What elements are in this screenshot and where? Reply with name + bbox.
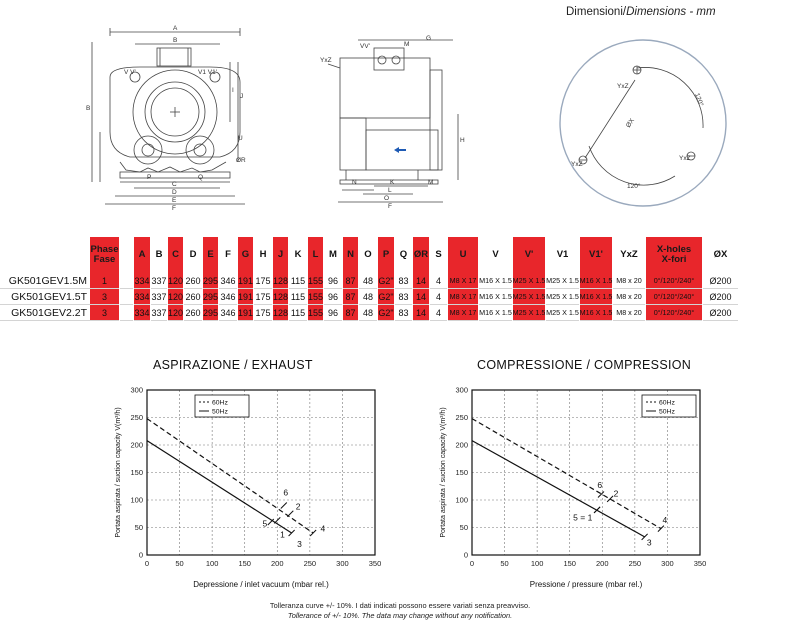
column-header: B [155,249,163,260]
svg-text:O: O [384,195,390,202]
column-header: S [435,249,442,260]
svg-text:G: G [426,35,432,42]
table-cell: 115 [289,305,307,321]
table-cell: 128 [273,289,288,305]
column-header: J [273,237,288,273]
x-axis-label: Pressione / pressure (mbar rel.) [529,580,643,589]
table-cell: M25 X 1.5 [546,289,579,305]
x-tick-label: 300 [336,559,349,568]
table-cell: 191 [238,273,253,289]
table-cell: M25 X 1.5 [546,305,579,321]
table-cell: G2" [378,305,394,321]
table-cell: 337 [151,305,167,321]
y-tick-label: 50 [459,523,468,532]
legend-entry: 60Hz [212,399,228,407]
svg-text:P: P [147,174,152,181]
point-label: 4 [662,515,668,526]
model-name: GK501GEV1.5T [0,289,90,305]
column-header: Q [399,249,408,260]
table-cell: 14 [413,273,429,289]
table-cell: 337 [151,273,167,289]
flange-drawing [555,28,735,218]
table-cell: 83 [395,305,412,321]
table-cell: 334 [134,273,150,289]
table-cell: M8 X 17 [448,289,478,305]
table-cell: 155 [308,289,323,305]
operating-point-mark [658,526,664,532]
column-header: V1 [556,249,569,260]
column-header: V' [513,237,545,273]
table-cell: 175 [254,305,272,321]
y-axis-label: Portata aspirata / suction capacity V(m³/h) [440,407,447,538]
svg-text:N: N [352,179,357,186]
y-tick-label: 300 [455,385,468,395]
column-header: L [308,237,323,273]
x-tick-label: 150 [238,559,251,568]
svg-text:K: K [390,179,395,186]
y-axis-label: Portata aspirata / suction capacity V(m³/h) [115,407,122,538]
table-cell: 260 [184,273,202,289]
table-cell: 295 [203,289,218,305]
table-cell: 260 [184,305,202,321]
column-header: N [343,237,358,273]
legend-entry: 50Hz [212,408,228,416]
spec-table [0,237,800,325]
operating-point-mark [289,530,295,536]
table-cell: M8 X 17 [448,273,478,289]
svg-text:Q: Q [198,174,204,181]
svg-text:ØX: ØX [624,117,637,130]
series-line-60hz [472,419,661,529]
column-header: V [492,249,499,260]
svg-text:C: C [172,181,177,188]
svg-text:B: B [173,37,178,44]
column-header: X-holes X-fori [646,237,702,273]
table-cell: 128 [273,305,288,321]
column-header: K [294,249,302,260]
svg-text:M: M [404,41,410,48]
table-cell: 346 [219,305,237,321]
table-cell: Ø200 [703,289,738,305]
point-label: 3 [646,537,652,548]
x-tick-label: 250 [628,559,642,568]
column-header [120,237,133,273]
column-header: D [189,249,197,260]
svg-text:I: I [232,87,234,94]
table-cell: 115 [289,273,307,289]
table-cell: 175 [254,289,272,305]
table-cell: 260 [184,289,202,305]
table-cell: M8 x 20 [613,305,645,321]
table-cell: G2" [378,273,394,289]
column-header: ØX [713,249,728,260]
point-label: 1 [280,529,285,540]
table-cell: 1 [90,273,119,289]
table-cell: 295 [203,273,218,289]
table-cell: M25 X 1.5 [513,305,545,321]
svg-text:E: E [172,197,177,204]
y-tick-label: 150 [455,468,468,477]
table-cell: 191 [238,289,253,305]
y-tick-label: 0 [138,550,143,560]
table-cell: M25 X 1.5 [513,289,545,305]
point-label: 2 [613,488,619,499]
table-cell [120,289,133,305]
x-tick-label: 0 [144,559,150,568]
point-label: 4 [320,523,326,534]
svg-text:H: H [460,137,465,144]
table-cell: 120 [168,289,183,305]
operating-point-mark [310,530,316,536]
column-header: C [168,237,183,273]
table-cell: 120 [168,273,183,289]
table-cell: 87 [343,289,358,305]
table-cell: Ø200 [703,305,738,321]
x-tick-label: 200 [596,559,609,568]
y-tick-label: 200 [455,440,468,450]
compression-chart [410,375,730,600]
table-cell: 337 [151,289,167,305]
svg-text:YxZ: YxZ [571,161,583,168]
y-tick-label: 300 [130,385,143,395]
column-header: A [134,237,150,273]
table-cell: M25 X 1.5 [513,273,545,289]
x-tick-label: 200 [271,559,284,568]
svg-text:L: L [388,187,392,194]
exhaust-chart-title: ASPIRAZIONE / EXHAUST [153,358,313,372]
svg-text:U: U [238,135,243,142]
svg-text:YxZ: YxZ [617,83,629,90]
table-cell: 83 [395,273,412,289]
compression-chart-title: COMPRESSIONE / COMPRESSION [477,358,692,372]
x-tick-label: 350 [368,559,382,568]
table-cell: 87 [343,305,358,321]
column-header: ØR [413,237,429,273]
y-tick-label: 50 [134,523,143,532]
y-tick-label: 250 [130,413,143,422]
x-tick-label: 250 [303,559,317,568]
svg-text:B: B [86,105,91,112]
x-tick-label: 0 [469,559,475,568]
table-cell: M8 X 17 [448,305,478,321]
x-axis-label: Depressione / inlet vacuum (mbar rel.) [193,580,329,589]
table-cell: 334 [134,289,150,305]
table-cell: 115 [289,289,307,305]
column-header: U [448,237,478,273]
svg-text:J: J [240,93,244,100]
point-label: 5 [262,518,268,529]
column-header: F [225,249,231,260]
svg-text:M: M [428,179,434,186]
x-tick-label: 50 [175,559,184,568]
table-cell: 191 [238,305,253,321]
y-tick-label: 200 [130,440,143,450]
column-header: YxZ [620,249,638,260]
table-cell: 295 [203,305,218,321]
table-cell: 3 [90,305,119,321]
y-tick-label: 250 [455,413,468,422]
table-cell: 96 [324,305,342,321]
operating-point-mark [607,496,613,502]
model-name: GK501GEV1.5M [0,273,90,289]
legend-entry: 60Hz [659,399,675,407]
x-tick-label: 100 [530,559,544,568]
table-cell: M16 X 1.5 [580,273,612,289]
dimensions-title: Dimensioni/Dimensions - mm [566,6,716,18]
table-cell: 0°/120°/240° [646,273,702,289]
series-line-50hz [472,441,645,537]
footnote-english: Tollerance of +/- 10%. The data may change without any notification. [287,611,513,620]
legend-entry: 50Hz [659,408,675,416]
table-cell: 0°/120°/240° [646,289,702,305]
table-cell: M16 X 1.5 [580,289,612,305]
table-cell: 4 [430,289,447,305]
svg-text:YxZ: YxZ [320,57,332,64]
table-cell: 48 [359,289,377,305]
front-view-drawing [80,22,250,212]
table-cell: G2" [378,289,394,305]
table-cell: 96 [324,273,342,289]
point-label: 5 = 1 [573,512,593,523]
table-cell: 48 [359,273,377,289]
table-cell: 346 [219,289,237,305]
table-cell: 3 [90,289,119,305]
column-header: E [203,237,218,273]
table-cell: 4 [430,305,447,321]
column-header: Phase Fase [90,237,119,273]
column-header: V1' [580,237,612,273]
x-tick-label: 350 [693,559,707,568]
table-cell: M16 X 1.5 [479,305,512,321]
svg-text:ØR: ØR [236,157,246,164]
x-tick-label: 50 [500,559,509,568]
svg-text:A: A [173,25,178,32]
table-cell: 48 [359,305,377,321]
point-label: 3 [297,538,302,549]
table-cell: 334 [134,305,150,321]
x-tick-label: 300 [661,559,674,568]
exhaust-chart [85,375,405,600]
side-view-drawing [318,34,468,209]
operating-point-mark [287,511,293,517]
svg-text:120°: 120° [693,92,705,108]
table-cell [120,273,133,289]
point-label: 6 [283,487,289,498]
table-cell: 96 [324,289,342,305]
table-cell [120,305,133,321]
svg-text:D: D [172,189,177,196]
y-tick-label: 150 [130,468,143,477]
operating-point-mark [281,503,287,509]
table-cell: 155 [308,273,323,289]
table-cell: 175 [254,273,272,289]
column-header: P [378,237,394,273]
svg-text:120°: 120° [627,183,641,190]
point-label: 2 [295,501,301,512]
model-name: GK501GEV2.2T [0,305,90,321]
table-cell: 120 [168,305,183,321]
table-cell: 14 [413,305,429,321]
svg-text:V V': V V' [124,69,136,76]
y-tick-label: 0 [463,550,468,560]
table-cell: 155 [308,305,323,321]
x-tick-label: 150 [563,559,576,568]
table-cell: 83 [395,289,412,305]
table-cell: 4 [430,273,447,289]
svg-text:F: F [172,205,176,212]
table-cell: M25 X 1.5 [546,273,579,289]
column-header: H [259,249,267,260]
table-cell: 87 [343,273,358,289]
column-header: G [238,237,253,273]
series-line-50hz [147,441,292,533]
y-tick-label: 100 [455,495,468,505]
svg-text:V1 V1': V1 V1' [198,69,217,76]
table-cell: M8 x 20 [613,273,645,289]
table-cell: 128 [273,273,288,289]
column-header: M [329,249,337,260]
table-cell: 346 [219,273,237,289]
table-cell: M16 X 1.5 [580,305,612,321]
table-cell: M16 X 1.5 [479,273,512,289]
footnote-italian: Tolleranza curve +/- 10%. I dati indicati possono essere variati senza preavviso. [269,601,531,610]
point-label: 6 [597,479,603,490]
y-tick-label: 100 [130,495,143,505]
table-cell: M16 X 1.5 [479,289,512,305]
table-cell: Ø200 [703,273,738,289]
column-header: O [364,249,372,260]
table-cell: M8 x 20 [613,289,645,305]
svg-text:VV': VV' [360,43,370,50]
table-cell: 14 [413,289,429,305]
svg-text:F: F [388,203,392,209]
x-tick-label: 100 [205,559,219,568]
table-cell: 0°/120°/240° [646,305,702,321]
svg-text:YxZ: YxZ [679,155,691,162]
